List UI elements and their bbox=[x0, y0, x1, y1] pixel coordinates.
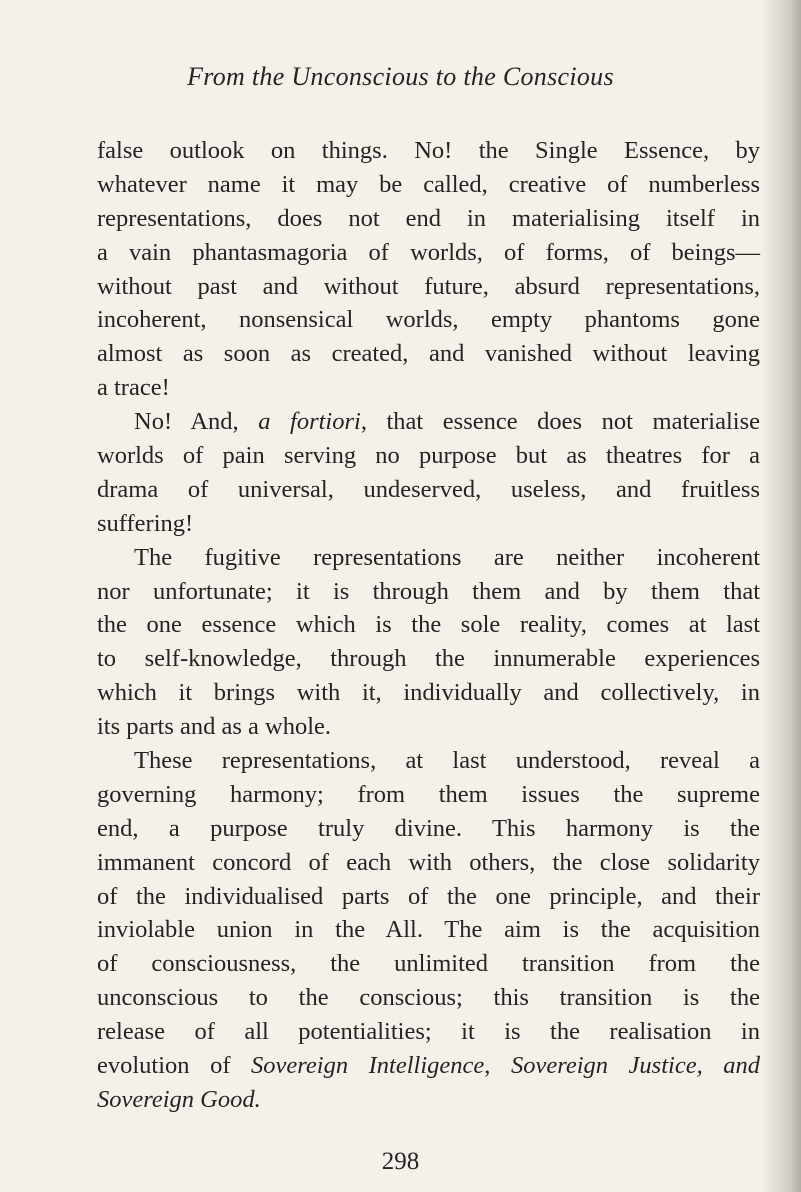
italic-phrase: a fortiori bbox=[258, 408, 361, 436]
text-line: release of all potentialities; it is the realisation in bbox=[97, 1018, 760, 1046]
italic-phrase: Sovereign Justice bbox=[510, 1052, 697, 1080]
text-line: unconscious to the conscious; this transition is the bbox=[97, 984, 760, 1012]
text-line: The fugitive representations are neither incoherent bbox=[134, 543, 760, 571]
text-line: drama of universal, undeserved, useless, and fruitless bbox=[97, 475, 760, 503]
text-segment: evolution of bbox=[97, 1052, 252, 1080]
page-number: 298 bbox=[381, 1148, 420, 1175]
text-line: immanent concord of each with others, the close solidarity bbox=[97, 848, 760, 876]
text-line: a vain phantasmagoria of worlds, of forms, of beings— bbox=[97, 238, 760, 266]
text-line bbox=[97, 405, 760, 439]
text-line: nor unfortunate; it is through them and by them that bbox=[97, 577, 760, 605]
text-line: representations, does not end in materialising itself in bbox=[97, 204, 760, 232]
text-line: incoherent, nonsensical worlds, empty phantoms gone bbox=[97, 306, 760, 334]
page-edge-shadow bbox=[761, 0, 801, 1192]
text-line: the one essence which is the sole reality, comes at last bbox=[97, 611, 760, 639]
text-line: a trace! bbox=[97, 374, 170, 402]
text-line: inviolable union in the All. The aim is the acquisition bbox=[97, 916, 760, 944]
text-segment: , bbox=[696, 1052, 724, 1080]
italic-phrase: and bbox=[723, 1052, 760, 1080]
text-line: without past and without future, absurd representations, bbox=[97, 272, 760, 300]
text-line: governing harmony; from them issues the supreme bbox=[97, 780, 760, 808]
text-segment: , that essence does not materialise bbox=[360, 408, 760, 436]
text-line: Sovereign Good. bbox=[97, 1085, 261, 1113]
text-line bbox=[97, 1049, 760, 1083]
text-line: suffering! bbox=[97, 509, 194, 537]
text-line: its parts and as a whole. bbox=[97, 713, 332, 741]
text-line: worlds of pain serving no purpose but as theatres for a bbox=[97, 442, 760, 470]
text-segment: No! And, bbox=[134, 408, 259, 436]
text-line: whatever name it may be called, creative of numberless bbox=[97, 170, 760, 198]
text-line: These representations, at last understood, reveal a bbox=[134, 747, 760, 775]
text-segment: , bbox=[484, 1052, 511, 1080]
running-head: From the Unconscious to the Conscious bbox=[187, 62, 614, 91]
text-line: almost as soon as created, and vanished without leaving bbox=[97, 340, 760, 368]
text-line: which it brings with it, individually and collectively, in bbox=[97, 679, 760, 707]
text-line: of consciousness, the unlimited transition from the bbox=[97, 950, 760, 978]
text-line: of the individualised parts of the one principle, and their bbox=[97, 882, 760, 910]
text-line: to self-knowledge, through the innumerable experiences bbox=[97, 645, 760, 673]
page-body bbox=[97, 134, 760, 1117]
italic-phrase: Sovereign Intelligence bbox=[251, 1052, 485, 1080]
text-line: false outlook on things. No! the Single Essence, by bbox=[97, 137, 760, 164]
text-line: end, a purpose truly divine. This harmony is the bbox=[97, 814, 760, 842]
